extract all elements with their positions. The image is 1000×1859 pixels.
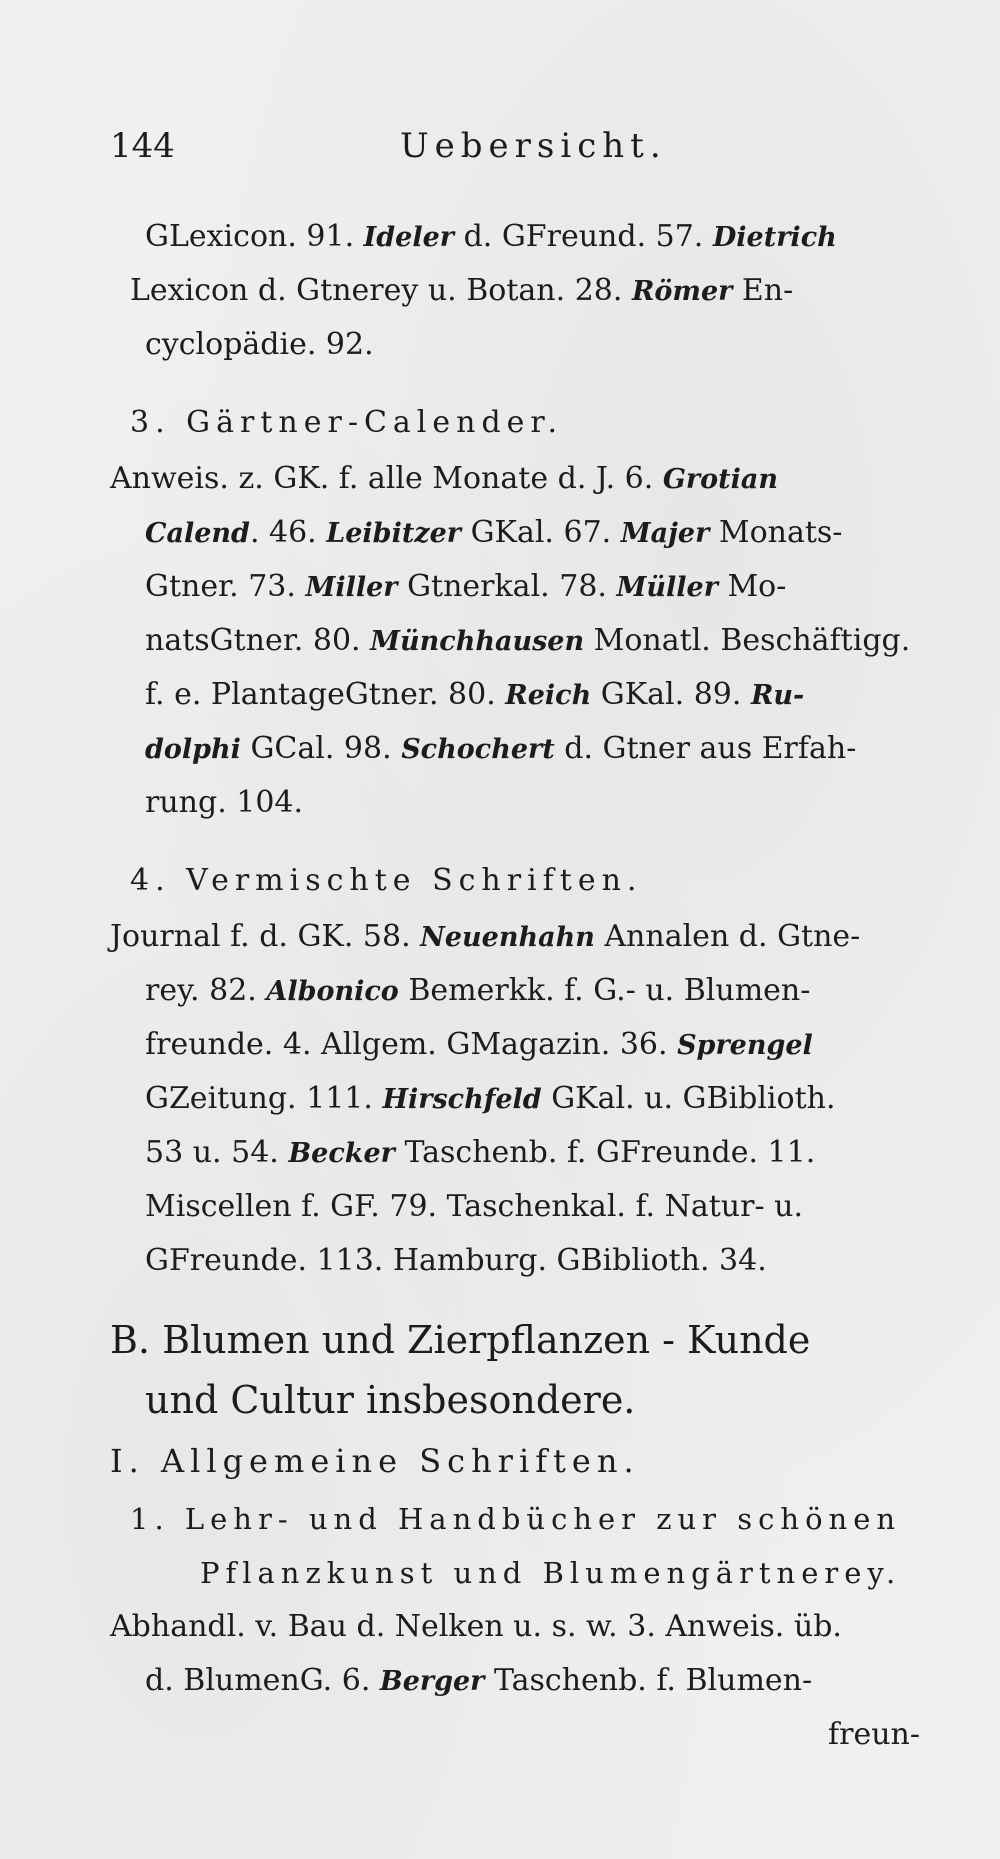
- text-run: 53 u. 54.: [145, 1135, 289, 1170]
- author-name: Dietrich: [712, 222, 837, 253]
- author-name: Schochert: [401, 734, 555, 765]
- subsection-heading: Pflanzkunst und Blumengärtnerey.: [200, 1556, 902, 1590]
- text-run: cyclopädie. 92.: [145, 327, 374, 362]
- section-gap: [110, 372, 930, 394]
- text-line: [110, 210, 930, 264]
- text-line: [110, 1072, 930, 1126]
- section-gap: [110, 1288, 930, 1310]
- text-run: Taschenb. f. Blumen-: [484, 1663, 813, 1698]
- text-run: Abhandl. v. Bau d. Nelken u. s. w. 3. Anweis. üb.: [110, 1609, 842, 1644]
- author-name: Becker: [288, 1138, 395, 1169]
- text-line: [110, 614, 930, 668]
- text-run: Bemerkk. f. G.- u. Blumen-: [398, 973, 811, 1008]
- author-name: Neuenhahn: [420, 922, 595, 953]
- author-name: Müller: [616, 572, 718, 603]
- author-name: Albonico: [266, 976, 399, 1007]
- text-run: GFreunde. 113. Hamburg. GBiblioth. 34.: [145, 1243, 767, 1278]
- author-name: Ru-: [750, 680, 805, 711]
- text-run: d. BlumenG. 6.: [145, 1663, 380, 1698]
- text-run: GKal. u. GBiblioth.: [541, 1081, 836, 1116]
- text-line: [110, 776, 930, 830]
- author-name: Berger: [379, 1666, 485, 1697]
- text-run: Gtnerkal. 78.: [397, 569, 617, 604]
- text-line: [110, 1126, 930, 1180]
- page-header: [110, 126, 870, 176]
- text-run: natsGtner. 80.: [145, 623, 371, 658]
- text-run: Lexicon d. Gtnerey u. Botan. 28.: [130, 273, 632, 308]
- text-run: GLexicon. 91.: [145, 219, 364, 254]
- text-run: f. e. PlantageGtner. 80.: [145, 677, 506, 712]
- author-name: Hirschfeld: [382, 1084, 542, 1115]
- text-run: GCal. 98.: [240, 731, 402, 766]
- text-run: Journal f. d. GK. 58.: [110, 919, 421, 954]
- catchword: freun-: [828, 1717, 920, 1752]
- text-line: [110, 1018, 930, 1072]
- page-number: 144: [110, 126, 175, 166]
- text-run: d. Gtner aus Erfah-: [554, 731, 857, 766]
- section-gap: [110, 830, 930, 852]
- text-run: Mo-: [717, 569, 787, 604]
- text-line: [110, 560, 930, 614]
- text-run: rey. 82.: [145, 973, 267, 1008]
- text-run: Monatl. Beschäftigg.: [584, 623, 911, 658]
- text-line: [110, 964, 930, 1018]
- text-line: [110, 1654, 930, 1708]
- text-run: rung. 104.: [145, 785, 304, 820]
- section-heading: 3. Gärtner-Calender.: [130, 405, 564, 440]
- text-run: . 46.: [249, 515, 327, 550]
- text-run: d. GFreund. 57.: [454, 219, 713, 254]
- text-line: [110, 506, 930, 560]
- text-run: GKal. 89.: [591, 677, 751, 712]
- text-run: En-: [732, 273, 794, 308]
- section-heading: 4. Vermischte Schriften.: [130, 863, 643, 898]
- text-line: [110, 318, 930, 372]
- author-name: Leibitzer: [326, 518, 462, 549]
- text-line: [110, 1234, 930, 1288]
- text-run: GKal. 67.: [461, 515, 621, 550]
- subsection-heading: 1. Lehr- und Handbücher zur schönen: [130, 1502, 902, 1536]
- text-run: GZeitung. 111.: [145, 1081, 383, 1116]
- text-run: Taschenb. f. GFreunde. 11.: [394, 1135, 816, 1170]
- author-name: Grotian: [662, 464, 778, 495]
- text-run: Miscellen f. GF. 79. Taschenkal. f. Natur- u.: [145, 1189, 803, 1224]
- author-name: Münchhausen: [370, 626, 585, 657]
- author-name: Majer: [620, 518, 710, 549]
- text-line: [110, 1180, 930, 1234]
- running-head: Uebersicht.: [400, 126, 667, 166]
- text-line: [110, 452, 930, 506]
- text-run: Anweis. z. GK. f. alle Monate d. J. 6.: [110, 461, 663, 496]
- text-line: [110, 910, 930, 964]
- text-line: [110, 1600, 930, 1654]
- chapter-heading: und Cultur insbesondere.: [145, 1378, 636, 1422]
- text-line: [110, 668, 930, 722]
- author-name: Sprengel: [677, 1030, 813, 1061]
- author-name: Reich: [505, 680, 592, 711]
- author-name: Römer: [631, 276, 733, 307]
- text-run: Gtner. 73.: [145, 569, 306, 604]
- text-line: [110, 722, 930, 776]
- author-name: dolphi: [145, 734, 241, 765]
- text-run: freunde. 4. Allgem. GMagazin. 36.: [145, 1027, 678, 1062]
- author-name: Ideler: [363, 222, 455, 253]
- text-line: [110, 264, 930, 318]
- author-name: Miller: [305, 572, 398, 603]
- text-run: Annalen d. Gtne-: [594, 919, 861, 954]
- body-text: [110, 210, 930, 1762]
- author-name: Calend: [145, 518, 250, 549]
- subchapter-heading: I. Allgemeine Schriften.: [110, 1442, 640, 1480]
- text-run: Monats-: [709, 515, 843, 550]
- chapter-heading: B. Blumen und Zierpflanzen - Kunde: [110, 1318, 811, 1362]
